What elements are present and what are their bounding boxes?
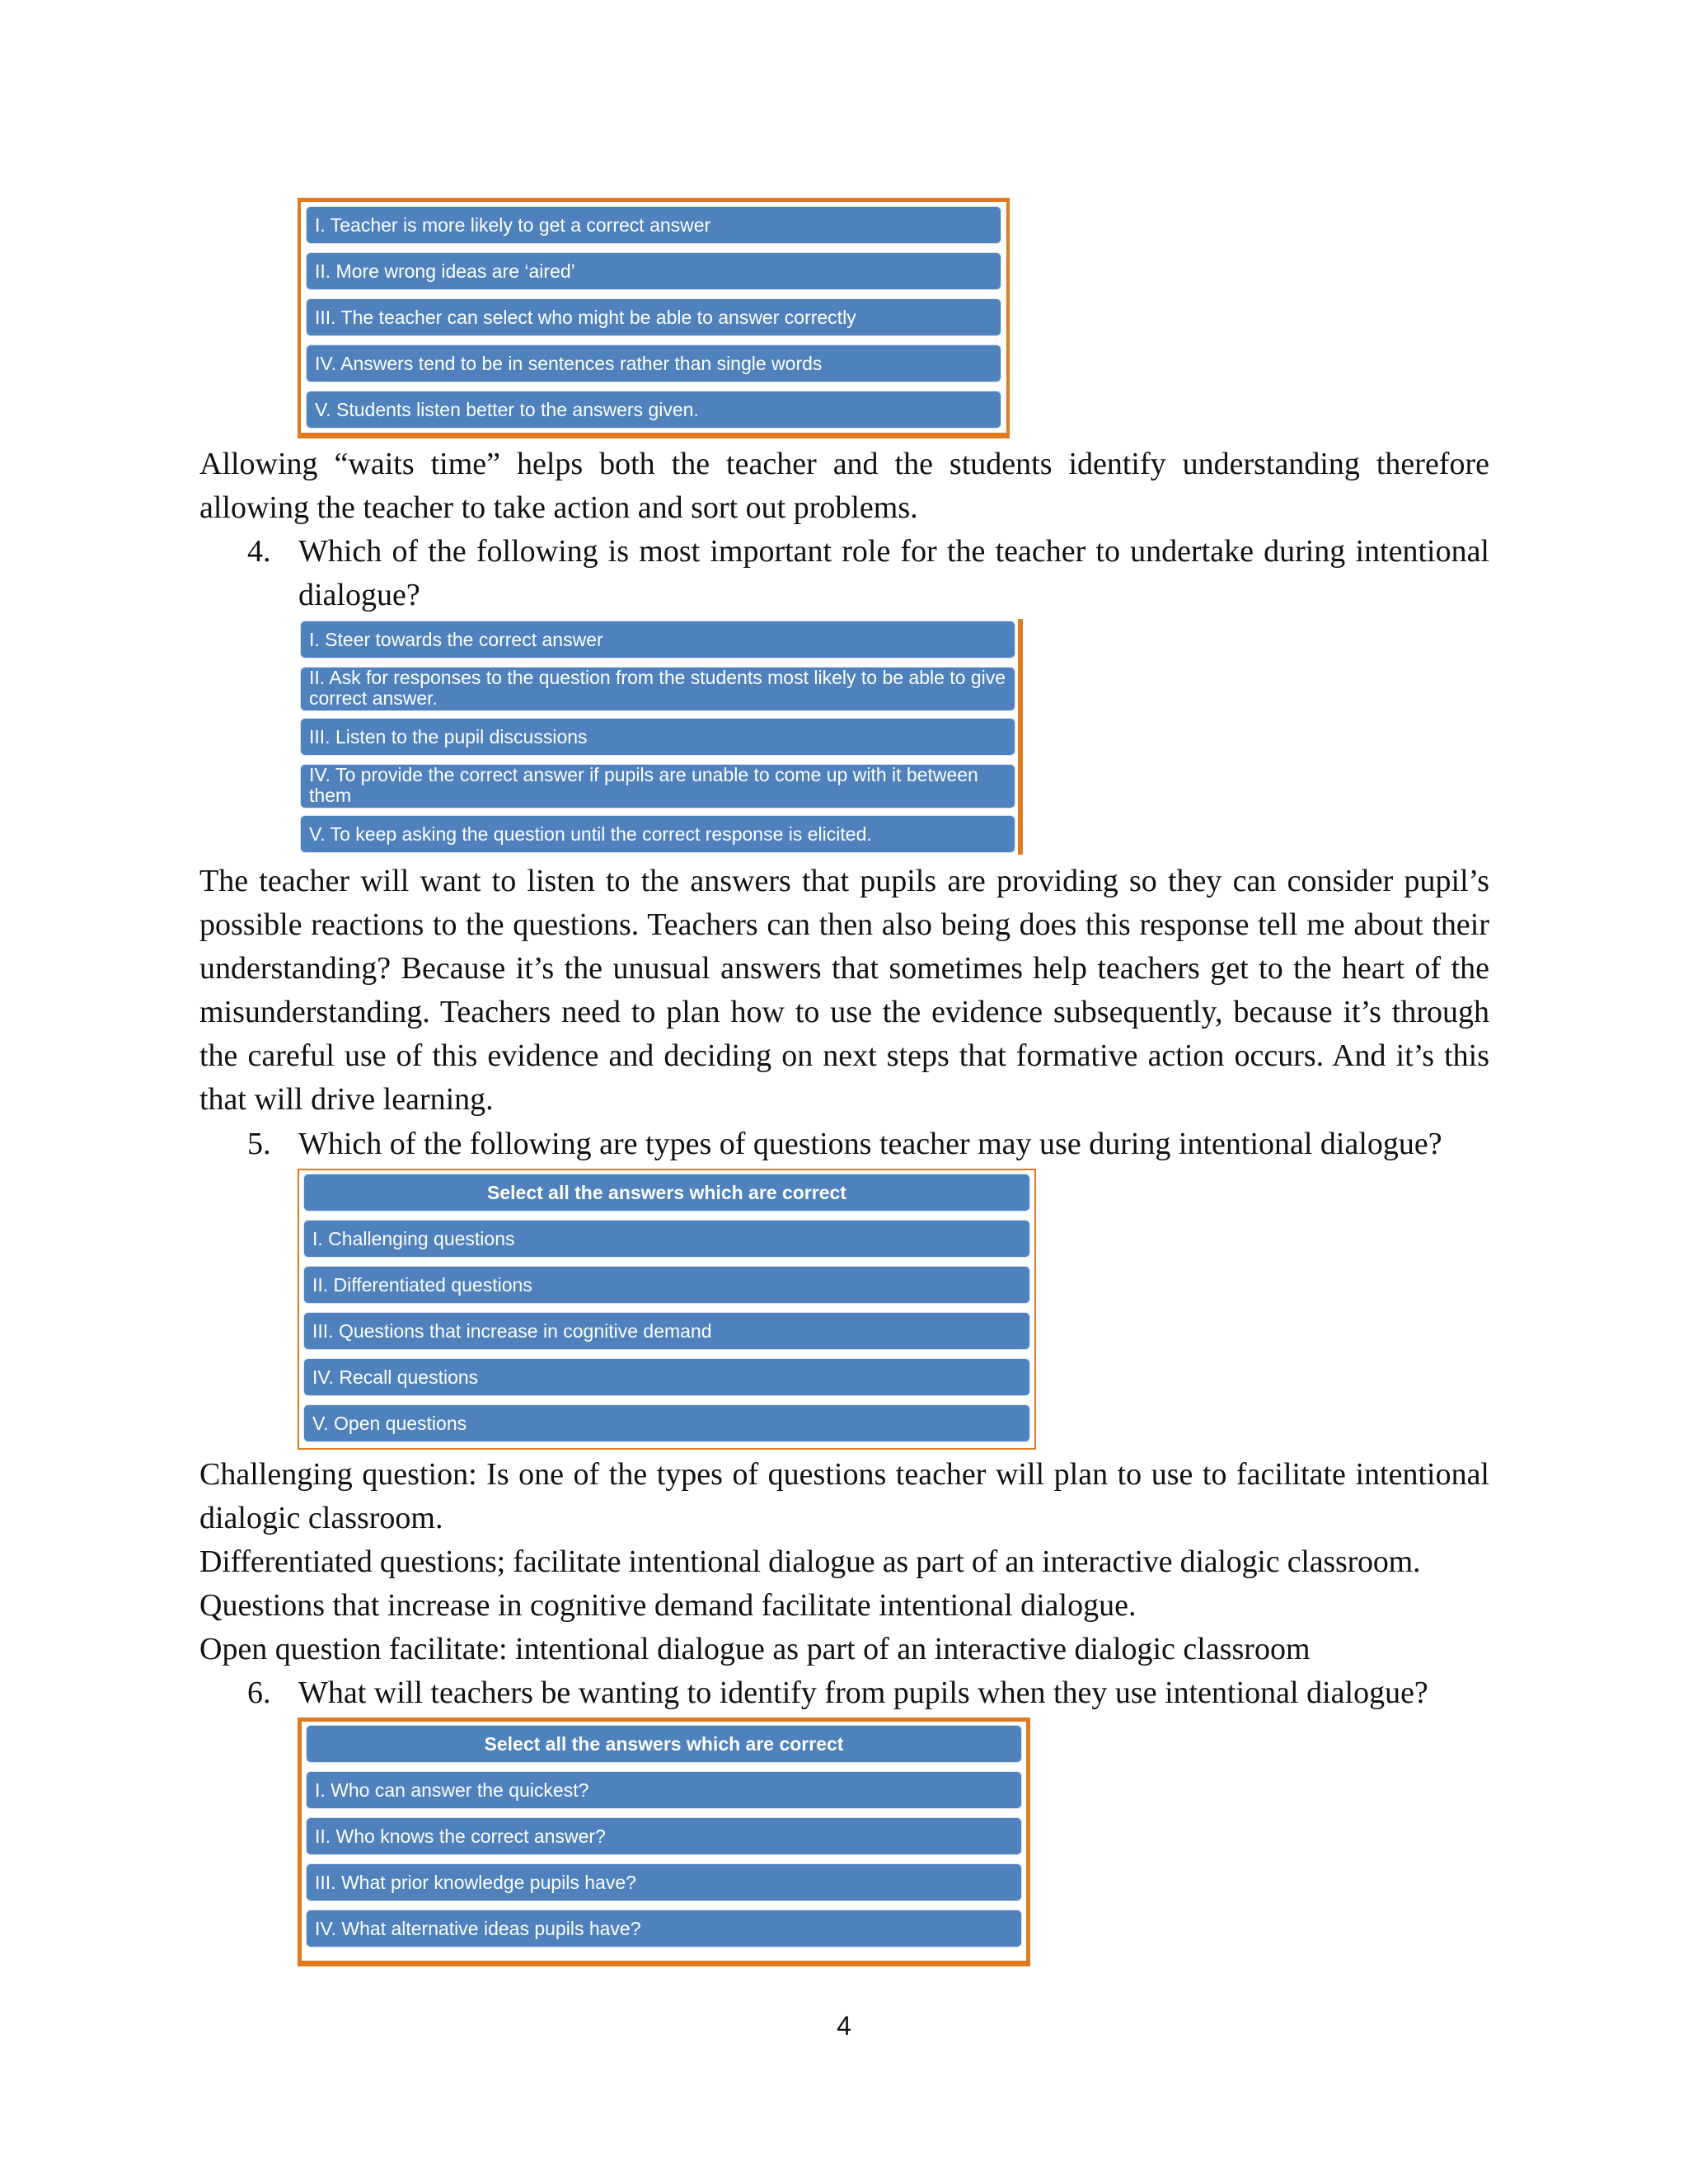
paragraph-listen-answers: The teacher will want to listen to the answers that pupils are providing so they can consider pupil’s possible reactions to the questions. Teachers can then also being does this response tell me about their understanding? Because it’s the unusual answers that sometimes help teachers get to the heart of the misunderstanding. Teachers need to plan how to use the evidence subsequently, because it’s through the careful use of this evidence and deciding on next steps that formative action occurs. And it’s this that will drive learning. — [199, 864, 1489, 1117]
option-v[interactable]: V. To keep asking the question until the correct response is elicited. — [301, 816, 1015, 852]
select-all-header: Select all the answers which are correct — [307, 1726, 1021, 1762]
option-iv[interactable]: IV. Recall questions — [304, 1359, 1029, 1395]
option-v[interactable]: V. Open questions — [304, 1405, 1029, 1441]
answer-box-q3 — [298, 198, 1010, 438]
option-v[interactable]: V. Students listen better to the answers given. — [307, 391, 1001, 428]
question-4-number: 4. — [247, 534, 271, 569]
option-iii[interactable]: III. The teacher can select who might be able to answer correctly — [307, 299, 1001, 335]
question-4-text: Which of the following is most important role for the teacher to undertake during intentional dialogue? — [298, 534, 1489, 612]
paragraph-cognitive: Questions that increase in cognitive demand facilitate intentional dialogue. — [199, 1588, 1137, 1623]
paragraph-challenging: Challenging question: Is one of the types of questions teacher will plan to use to facilitate intentional dialogic classroom. — [199, 1457, 1489, 1535]
option-ii[interactable]: II. Differentiated questions — [304, 1267, 1029, 1303]
option-iv[interactable]: IV. To provide the correct answer if pupils are unable to come up with it between them — [301, 765, 1015, 808]
select-all-header: Select all the answers which are correct — [304, 1174, 1029, 1211]
option-iii[interactable]: III. What prior knowledge pupils have? — [307, 1864, 1021, 1900]
paragraph-open: Open question facilitate: intentional dialogue as part of an interactive dialogic classroom — [199, 1632, 1311, 1666]
option-i[interactable]: I. Teacher is more likely to get a correct answer — [307, 207, 1001, 243]
paragraph-wait-time: Allowing “waits time” helps both the teacher and the students identify understanding therefore allowing the teacher to take action and sort out problems. — [199, 447, 1489, 525]
answer-box-q6 — [298, 1718, 1030, 1966]
page-number: 4 — [837, 2011, 851, 2041]
question-6-number: 6. — [247, 1675, 271, 1710]
option-iii[interactable]: III. Questions that increase in cognitive demand — [304, 1313, 1029, 1349]
option-iv[interactable]: IV. Answers tend to be in sentences rather than single words — [307, 345, 1001, 382]
option-i[interactable]: I. Steer towards the correct answer — [301, 621, 1015, 658]
option-i[interactable]: I. Challenging questions — [304, 1221, 1029, 1257]
question-5-number: 5. — [247, 1127, 271, 1161]
question-6-text: What will teachers be wanting to identify from pupils when they use intentional dialogue? — [298, 1675, 1428, 1710]
option-ii[interactable]: II. More wrong ideas are ‘aired’ — [307, 253, 1001, 289]
option-ii[interactable]: II. Who knows the correct answer? — [307, 1818, 1021, 1854]
answer-box-q4 — [298, 619, 1023, 855]
option-iv[interactable]: IV. What alternative ideas pupils have? — [307, 1910, 1021, 1947]
paragraph-differentiated: Differentiated questions; facilitate intentional dialogue as part of an interactive dialogic classroom. — [199, 1544, 1421, 1579]
option-i[interactable]: I. Who can answer the quickest? — [307, 1772, 1021, 1808]
question-5-text: Which of the following are types of questions teacher may use during intentional dialogue? — [298, 1127, 1442, 1161]
answer-box-q5 — [298, 1169, 1036, 1450]
option-ii[interactable]: II. Ask for responses to the question from the students most likely to be able to give correct answer. — [301, 668, 1015, 710]
option-iii[interactable]: III. Listen to the pupil discussions — [301, 719, 1015, 755]
